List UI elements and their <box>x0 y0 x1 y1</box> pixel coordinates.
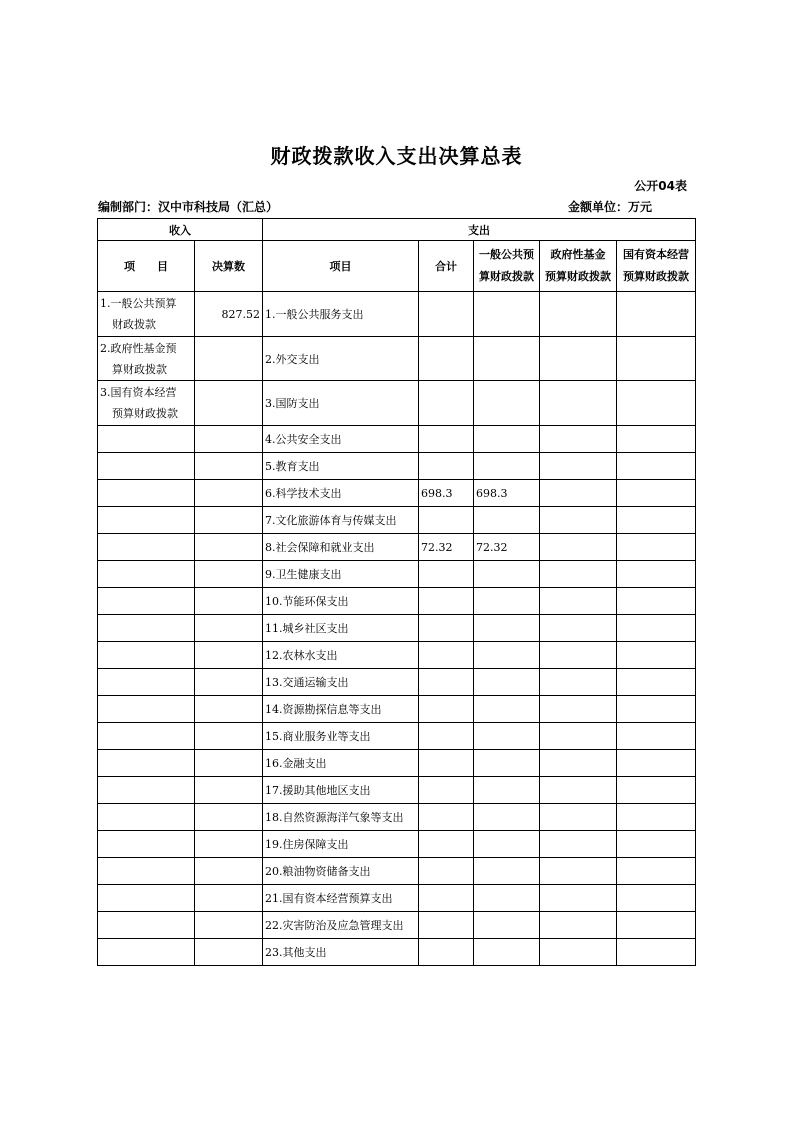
table-row <box>98 480 696 507</box>
income-item-header: 项 目 <box>98 241 195 292</box>
total-cell <box>419 831 474 858</box>
state-capital-cell <box>617 426 696 453</box>
fund-budget-header <box>540 241 617 292</box>
income-item-cell <box>98 750 195 777</box>
state-capital-cell <box>617 912 696 939</box>
total-cell <box>419 642 474 669</box>
total-cell <box>419 453 474 480</box>
total-header: 合计 <box>419 241 474 292</box>
income-item-cell <box>98 804 195 831</box>
expense-item-cell: 9.卫生健康支出 <box>263 561 419 588</box>
expense-item-cell: 6.科学技术支出 <box>263 480 419 507</box>
fund-budget-cell <box>540 337 617 381</box>
table-row <box>98 750 696 777</box>
total-cell: 72.32 <box>419 534 474 561</box>
table-row <box>98 453 696 480</box>
state-capital-cell <box>617 696 696 723</box>
fund-budget-cell <box>540 588 617 615</box>
income-item-cell <box>98 669 195 696</box>
income-amount-cell <box>195 381 263 426</box>
income-item-line2: 财政拨款 <box>112 318 156 331</box>
expense-item-cell: 10.节能环保支出 <box>263 588 419 615</box>
state-capital-cell <box>617 453 696 480</box>
income-amount-cell <box>195 669 263 696</box>
fund-budget-cell <box>540 381 617 426</box>
table-row <box>98 534 696 561</box>
table-row <box>98 588 696 615</box>
fund-budget-cell <box>540 804 617 831</box>
total-cell <box>419 669 474 696</box>
table-row <box>98 777 696 804</box>
income-amount-cell: 827.52 <box>195 292 263 337</box>
general-budget-cell: 72.32 <box>474 534 540 561</box>
expense-item-cell: 11.城乡社区支出 <box>263 615 419 642</box>
fund-budget-cell <box>540 615 617 642</box>
state-capital-cell <box>617 588 696 615</box>
state-capital-cell <box>617 723 696 750</box>
general-budget-cell <box>474 777 540 804</box>
state-capital-cell <box>617 831 696 858</box>
table-row <box>98 292 696 337</box>
expense-item-cell: 8.社会保障和就业支出 <box>263 534 419 561</box>
income-amount-cell <box>195 939 263 966</box>
general-budget-cell <box>474 292 540 337</box>
total-cell: 698.3 <box>419 480 474 507</box>
total-cell <box>419 804 474 831</box>
expense-item-cell: 17.援助其他地区支出 <box>263 777 419 804</box>
amount-unit-label: 金额单位：万元 <box>568 200 653 214</box>
general-budget-header-line2: 算财政拨款 <box>479 270 534 283</box>
fund-budget-cell <box>540 642 617 669</box>
total-cell <box>419 939 474 966</box>
fund-budget-cell <box>540 669 617 696</box>
income-amount-cell <box>195 642 263 669</box>
general-budget-cell: 698.3 <box>474 480 540 507</box>
income-item-cell <box>98 939 195 966</box>
table-row <box>98 831 696 858</box>
expense-item-cell: 12.农林水支出 <box>263 642 419 669</box>
income-item-cell <box>98 642 195 669</box>
expense-item-cell: 16.金融支出 <box>263 750 419 777</box>
expense-item-cell: 23.其他支出 <box>263 939 419 966</box>
expense-item-cell: 4.公共安全支出 <box>263 426 419 453</box>
income-amount-cell <box>195 858 263 885</box>
expense-item-cell: 22.灾害防治及应急管理支出 <box>263 912 419 939</box>
state-capital-cell <box>617 858 696 885</box>
income-item-cell <box>98 615 195 642</box>
table-row <box>98 337 696 381</box>
general-budget-cell <box>474 426 540 453</box>
income-amount-cell <box>195 912 263 939</box>
total-cell <box>419 426 474 453</box>
total-cell <box>419 696 474 723</box>
general-budget-cell <box>474 939 540 966</box>
total-cell <box>419 337 474 381</box>
general-budget-cell <box>474 381 540 426</box>
table-row <box>98 426 696 453</box>
fund-budget-cell <box>540 534 617 561</box>
table-row <box>98 696 696 723</box>
fund-budget-cell <box>540 912 617 939</box>
fund-budget-cell <box>540 885 617 912</box>
total-cell <box>419 912 474 939</box>
state-capital-cell <box>617 337 696 381</box>
state-capital-cell <box>617 507 696 534</box>
income-amount-cell <box>195 588 263 615</box>
state-capital-cell <box>617 642 696 669</box>
fund-budget-cell <box>540 777 617 804</box>
expense-item-cell: 3.国防支出 <box>263 381 419 426</box>
income-amount-header: 决算数 <box>195 241 263 292</box>
fund-budget-cell <box>540 507 617 534</box>
expense-item-cell: 1.一般公共服务支出 <box>263 292 419 337</box>
expense-item-header: 项目 <box>263 241 419 292</box>
state-capital-cell <box>617 669 696 696</box>
general-budget-cell <box>474 858 540 885</box>
state-capital-cell <box>617 480 696 507</box>
state-capital-cell <box>617 381 696 426</box>
form-number: 公开04表 <box>634 179 687 193</box>
income-item-cell <box>98 723 195 750</box>
fund-budget-header-line1: 政府性基金 <box>550 248 606 261</box>
income-item-line1: 2.政府性基金预 <box>100 341 177 355</box>
expense-item-cell: 19.住房保障支出 <box>263 831 419 858</box>
table-row <box>98 885 696 912</box>
table-row <box>98 381 696 426</box>
general-budget-cell <box>474 831 540 858</box>
income-item-cell <box>98 831 195 858</box>
income-item-cell <box>98 561 195 588</box>
income-item-cell <box>98 337 195 381</box>
fund-budget-cell <box>540 696 617 723</box>
total-cell <box>419 858 474 885</box>
general-budget-cell <box>474 669 540 696</box>
income-amount-cell <box>195 453 263 480</box>
expense-item-cell: 21.国有资本经营预算支出 <box>263 885 419 912</box>
table-row <box>98 669 696 696</box>
income-amount-cell <box>195 696 263 723</box>
general-budget-cell <box>474 804 540 831</box>
income-amount-cell <box>195 561 263 588</box>
income-item-cell <box>98 292 195 337</box>
table-row <box>98 615 696 642</box>
income-amount-cell <box>195 804 263 831</box>
income-amount-cell <box>195 507 263 534</box>
income-amount-cell <box>195 777 263 804</box>
expense-item-cell: 18.自然资源海洋气象等支出 <box>263 804 419 831</box>
table-row <box>98 858 696 885</box>
general-budget-cell <box>474 723 540 750</box>
total-cell <box>419 292 474 337</box>
total-cell <box>419 777 474 804</box>
table-row <box>98 507 696 534</box>
state-capital-cell <box>617 939 696 966</box>
income-item-cell <box>98 453 195 480</box>
general-budget-cell <box>474 696 540 723</box>
page-title: 财政拨款收入支出决算总表 <box>270 144 523 168</box>
income-item-cell <box>98 480 195 507</box>
expense-item-cell: 5.教育支出 <box>263 453 419 480</box>
income-item-cell <box>98 912 195 939</box>
state-capital-cell <box>617 615 696 642</box>
table-row <box>98 939 696 966</box>
fund-budget-cell <box>540 292 617 337</box>
fund-budget-cell <box>540 453 617 480</box>
fund-budget-cell <box>540 426 617 453</box>
income-item-line2: 算财政拨款 <box>112 362 167 376</box>
general-budget-cell <box>474 615 540 642</box>
table-row <box>98 723 696 750</box>
state-capital-header-line2: 预算财政拨款 <box>623 270 690 283</box>
income-item-cell <box>98 426 195 453</box>
expense-item-cell: 2.外交支出 <box>263 337 419 381</box>
total-cell <box>419 381 474 426</box>
income-amount-cell <box>195 615 263 642</box>
general-budget-header <box>474 241 540 292</box>
income-item-cell <box>98 381 195 426</box>
general-budget-cell <box>474 588 540 615</box>
table-row <box>98 804 696 831</box>
state-capital-cell <box>617 534 696 561</box>
fund-budget-cell <box>540 480 617 507</box>
fund-budget-cell <box>540 750 617 777</box>
expense-item-cell: 14.资源勘探信息等支出 <box>263 696 419 723</box>
total-cell <box>419 885 474 912</box>
department-label: 编制部门：汉中市科技局（汇总） <box>98 200 279 214</box>
expense-group-header: 支出 <box>263 219 696 241</box>
income-item-cell <box>98 858 195 885</box>
income-item-cell <box>98 507 195 534</box>
total-cell <box>419 723 474 750</box>
general-budget-cell <box>474 337 540 381</box>
table-row <box>98 642 696 669</box>
total-cell <box>419 507 474 534</box>
expense-item-cell: 20.粮油物资储备支出 <box>263 858 419 885</box>
general-budget-cell <box>474 912 540 939</box>
general-budget-cell <box>474 750 540 777</box>
state-capital-cell <box>617 804 696 831</box>
budget-summary-table <box>97 218 696 966</box>
state-capital-cell <box>617 292 696 337</box>
income-amount-cell <box>195 750 263 777</box>
state-capital-cell <box>617 561 696 588</box>
state-capital-cell <box>617 777 696 804</box>
income-item-cell <box>98 777 195 804</box>
income-amount-cell <box>195 723 263 750</box>
income-item-line2: 预算财政拨款 <box>112 407 178 420</box>
income-amount-cell <box>195 337 263 381</box>
expense-item-cell: 15.商业服务业等支出 <box>263 723 419 750</box>
table-row <box>98 912 696 939</box>
total-cell <box>419 750 474 777</box>
fund-budget-cell <box>540 831 617 858</box>
income-amount-cell <box>195 885 263 912</box>
general-budget-cell <box>474 453 540 480</box>
income-amount-cell <box>195 831 263 858</box>
general-budget-cell <box>474 642 540 669</box>
fund-budget-cell <box>540 939 617 966</box>
expense-item-cell: 7.文化旅游体育与传媒支出 <box>263 507 419 534</box>
state-capital-header-line1: 国有资本经营 <box>623 248 690 261</box>
total-cell <box>419 561 474 588</box>
general-budget-header-line1: 一般公共预 <box>479 248 534 261</box>
general-budget-cell <box>474 507 540 534</box>
income-item-line1: 3.国有资本经营 <box>100 386 177 399</box>
table-row <box>98 561 696 588</box>
fund-budget-cell <box>540 723 617 750</box>
general-budget-cell <box>474 885 540 912</box>
income-amount-cell <box>195 480 263 507</box>
income-item-cell <box>98 588 195 615</box>
income-amount-cell <box>195 426 263 453</box>
income-item-line1: 1.一般公共预算 <box>100 297 177 310</box>
state-capital-header <box>617 241 696 292</box>
fund-budget-header-line2: 预算财政拨款 <box>545 270 611 283</box>
state-capital-cell <box>617 750 696 777</box>
state-capital-cell <box>617 885 696 912</box>
fund-budget-cell <box>540 858 617 885</box>
income-group-header: 收入 <box>98 219 263 241</box>
income-item-cell <box>98 885 195 912</box>
income-item-cell <box>98 696 195 723</box>
total-cell <box>419 615 474 642</box>
expense-item-cell: 13.交通运输支出 <box>263 669 419 696</box>
income-amount-cell <box>195 534 263 561</box>
general-budget-cell <box>474 561 540 588</box>
total-cell <box>419 588 474 615</box>
fund-budget-cell <box>540 561 617 588</box>
income-item-cell <box>98 534 195 561</box>
